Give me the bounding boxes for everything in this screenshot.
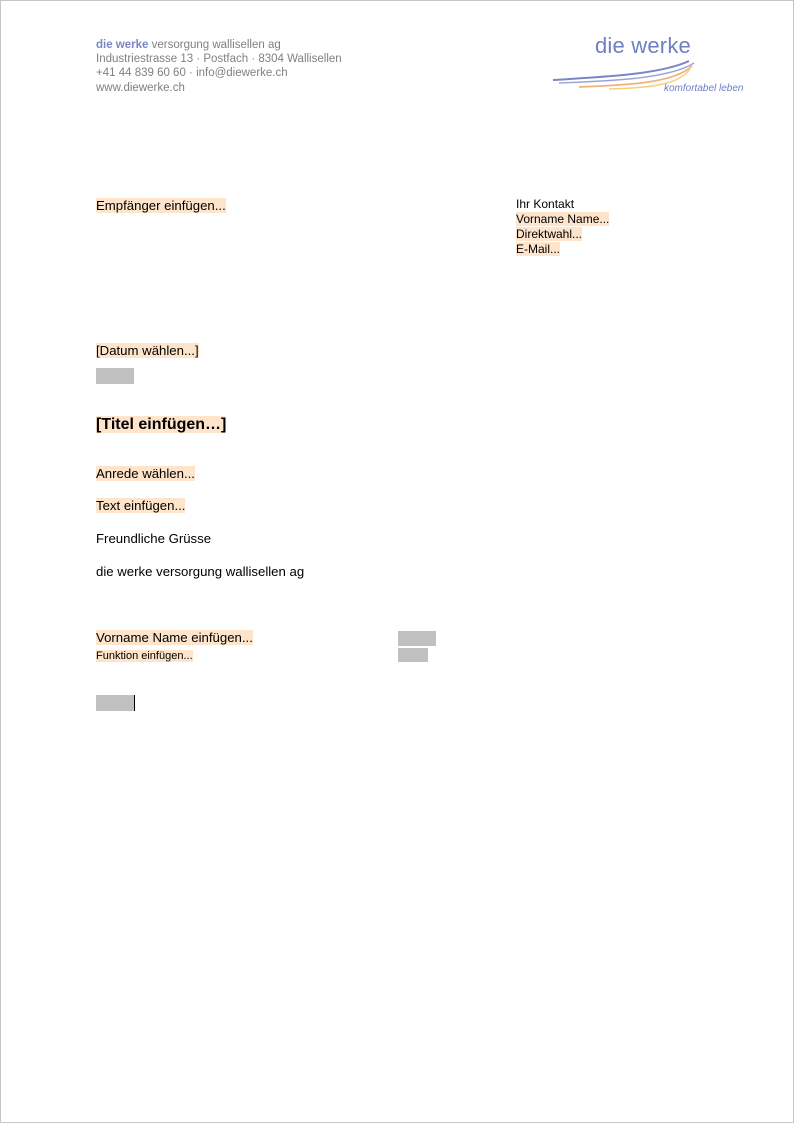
signature-function-field[interactable]: [96, 649, 193, 663]
signature-function-placeholder[interactable]: Funktion einfügen...: [96, 650, 193, 662]
logo-tagline: komfortabel leben: [664, 83, 744, 94]
signature-name-field[interactable]: [96, 630, 253, 646]
contact-phone-field[interactable]: Direktwahl...: [516, 227, 583, 241]
empty-content-control[interactable]: [96, 368, 134, 384]
sender-block: [96, 38, 342, 95]
title-placeholder[interactable]: [Titel einfügen…]: [96, 416, 227, 433]
body-placeholder[interactable]: Text einfügen...: [96, 498, 186, 513]
sender-company-rest: versorgung wallisellen ag: [148, 39, 281, 51]
second-signature-name-control[interactable]: [398, 631, 436, 646]
recipient-placeholder[interactable]: Empfänger einfügen...: [96, 198, 226, 213]
enclosure-content-control[interactable]: [96, 695, 134, 711]
logo-wordmark: die werke: [595, 33, 691, 58]
recipient-field[interactable]: [96, 198, 226, 214]
date-placeholder[interactable]: [Datum wählen...]: [96, 343, 199, 358]
closing-company: die werke versorgung wallisellen ag: [96, 564, 305, 579]
sender-web: www.diewerke.ch: [96, 81, 185, 94]
company-logo: [549, 31, 749, 101]
contact-heading: Ihr Kontakt: [516, 197, 575, 211]
contact-box: [516, 197, 609, 257]
signature-name-placeholder[interactable]: Vorname Name einfügen...: [96, 630, 253, 645]
date-field[interactable]: [96, 343, 199, 359]
second-signature-function-control[interactable]: [398, 648, 428, 662]
contact-name-field[interactable]: Vorname Name...: [516, 212, 610, 226]
title-field[interactable]: [96, 415, 226, 435]
sender-brand: die werke: [96, 39, 149, 51]
sender-address: Industriestrasse 13 · Postfach · 8304 Wallisellen: [96, 53, 342, 66]
salutation-field[interactable]: [96, 466, 195, 482]
contact-email-field[interactable]: E-Mail...: [516, 242, 561, 256]
sender-contact: +41 44 839 60 60 · info@diewerke.ch: [96, 67, 288, 80]
sender-company-line: [96, 38, 342, 52]
body-text-field[interactable]: [96, 498, 185, 514]
salutation-placeholder[interactable]: Anrede wählen...: [96, 466, 195, 481]
closing-greeting: Freundliche Grüsse: [96, 531, 212, 546]
text-cursor: [134, 695, 135, 711]
